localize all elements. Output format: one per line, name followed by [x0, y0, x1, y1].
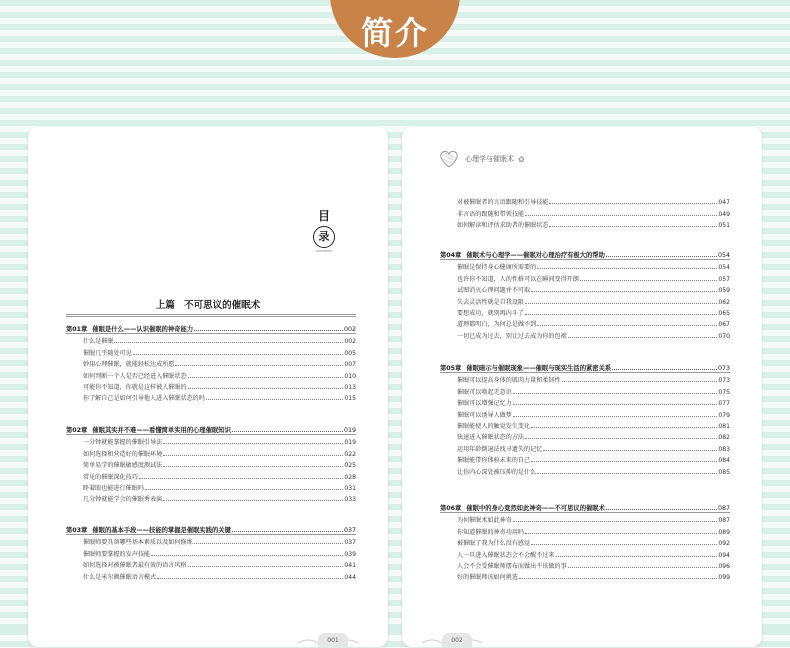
leader-dots [549, 203, 717, 204]
page-number: 002 [442, 633, 472, 647]
chapter-block [66, 423, 356, 503]
toc-entry-page: 084 [718, 457, 730, 465]
toc-entry-page: 075 [718, 388, 730, 396]
toc-entry-title: 睁着眼也能进行催眠吗 [83, 484, 144, 492]
toc-entry-title: 运用年龄倒退法找寻遗失的记忆 [457, 445, 543, 453]
leader-dots [114, 342, 343, 343]
toc-entry-page: 096 [718, 562, 730, 570]
leader-dots [537, 268, 717, 269]
toc-entry[interactable] [66, 334, 356, 345]
toc-entry[interactable] [440, 294, 730, 305]
toc-entry-title: 试图消灭心理问题并不可取 [457, 287, 531, 295]
toc-entry-page: 089 [718, 528, 730, 536]
chapter-title: 催眠其实并不难——看懂简单实用的心理催眠知识 [92, 427, 231, 434]
toc-entry-title: 快速进入催眠状态的方法 [457, 434, 525, 442]
toc-entry-page: 039 [344, 550, 356, 558]
toc-entry-page: 073 [718, 377, 730, 385]
toc-entry-title: 如何判断一个人是否已经进入催眠状态 [83, 372, 187, 380]
toc-entry-page: 019 [344, 439, 356, 447]
toc-entry[interactable] [66, 481, 356, 492]
toc-entry[interactable] [440, 396, 730, 407]
leader-dots [525, 533, 717, 534]
chapter-heading[interactable] [66, 523, 356, 534]
toc-entry-page: 081 [718, 422, 730, 430]
toc-entry-page: 033 [344, 496, 356, 504]
leader-dots [519, 578, 717, 579]
leader-dots [531, 461, 717, 462]
toc-entry-title: 一分钟就能掌握的催眠引导法 [83, 439, 163, 447]
toc-entry[interactable] [440, 453, 730, 464]
toc-entry-page: 013 [344, 383, 356, 391]
toc-entry-title: 让你内心深处被压抑的是什么 [457, 468, 537, 476]
leader-dots [157, 578, 343, 579]
toc-entry-title: 什么是催眠 [83, 338, 114, 346]
toc-entry[interactable] [66, 458, 356, 469]
toc-entry-title: 几分钟就能学会的催眠秀表演 [83, 496, 163, 504]
left-page [28, 127, 388, 647]
chapter-number: 第01章 [66, 326, 88, 333]
toc-entry[interactable] [66, 380, 356, 391]
leader-dots [556, 556, 718, 557]
toc-entry[interactable] [440, 306, 730, 317]
leader-dots [612, 369, 717, 370]
toc-entry-page: 010 [344, 372, 356, 380]
chapter-continued [440, 195, 730, 229]
chapter-page: 087 [717, 505, 730, 512]
page-number: 001 [318, 633, 348, 647]
leader-dots [543, 450, 717, 451]
toc-entry[interactable] [440, 536, 730, 547]
toc-entry-title: 催眠可以提高身体的肌肉力量和柔韧性 [457, 377, 561, 385]
toc-entry-title: 催眠师要掌握的发声技能 [83, 550, 151, 558]
toc-entry[interactable] [66, 368, 356, 379]
toc-entry[interactable] [440, 283, 730, 294]
chapter-title: 催眠是什么——认识催眠的神奇能力 [92, 326, 194, 333]
toc-entry-page: 087 [718, 517, 730, 525]
chapter-number: 第04章 [440, 252, 462, 259]
toc-entry[interactable] [66, 492, 356, 503]
chapter-block [440, 248, 730, 340]
toc-entry-page: 007 [344, 361, 356, 369]
toc-entry[interactable] [440, 547, 730, 558]
leader-dots [606, 509, 717, 510]
toc-entry-title: 人一旦进入催眠状态会不会醒不过来 [457, 551, 555, 559]
chapter-page: 002 [343, 326, 356, 333]
leader-dots [525, 215, 717, 216]
toc-entry[interactable] [66, 435, 356, 446]
toc-entry[interactable] [440, 430, 730, 441]
toc-entry-title: 什么是米尔顿催眠语言模式 [83, 573, 157, 581]
toc-entry[interactable] [66, 558, 356, 569]
toc-entry-page: 025 [344, 462, 356, 470]
toc-entry[interactable] [440, 407, 730, 418]
toc-entry[interactable] [66, 546, 356, 557]
toc-entry[interactable] [66, 391, 356, 402]
toc-entry[interactable] [440, 513, 730, 524]
toc-entry[interactable] [440, 570, 730, 581]
leader-dots [188, 566, 344, 567]
leader-dots [145, 489, 343, 490]
toc-entry[interactable] [66, 446, 356, 457]
toc-entry-title: 一切已成为过去，别让过去成为你的包袱 [457, 332, 567, 340]
chapter-heading[interactable] [440, 501, 730, 512]
toc-entry-page: 015 [344, 395, 356, 403]
toc-entry-title: 为何催眠术如此神奇 [457, 517, 512, 525]
part-label: 上篇 [155, 300, 175, 311]
toc-entry-title: 如何选择对被催眠者最有效的语言风格 [83, 562, 187, 570]
toc-entry-page: 044 [344, 573, 356, 581]
toc-entry-title: 你知道催眠的神奇功用吗 [457, 528, 525, 536]
contents-mark-char1: 目 [317, 209, 330, 223]
chapter-block [440, 361, 730, 476]
part-name: 不可思议的催眠术 [184, 300, 261, 311]
leader-dots [151, 555, 343, 556]
toc-entry-page: 059 [718, 287, 730, 295]
toc-entry-page: 079 [718, 411, 730, 419]
leader-dots [549, 226, 717, 227]
leader-dots [513, 521, 718, 522]
toc-entry[interactable] [440, 206, 730, 217]
toc-entry[interactable] [440, 195, 730, 206]
toc-entry-title: 被催眠了我为什么没有感觉 [457, 540, 531, 548]
toc-entry-page: 041 [344, 562, 356, 570]
leader-dots [194, 330, 343, 331]
toc-entry[interactable] [440, 524, 730, 535]
contents-mark [310, 207, 338, 253]
leader-dots [580, 280, 717, 281]
toc-entry[interactable] [66, 535, 356, 546]
chapter-heading[interactable] [66, 423, 356, 434]
toc-entry[interactable] [440, 328, 730, 339]
chapter-block [440, 501, 730, 581]
toc-entry-title: 如何选择和营造好的催眠环境 [83, 450, 163, 458]
leader-dots [175, 365, 343, 366]
leader-dots [163, 500, 343, 501]
toc-entry-title: 妙用心理催眠，就能轻松达成所愿 [83, 361, 175, 369]
part-title [28, 297, 388, 311]
flower-icon: ✿ [518, 154, 525, 164]
running-header [438, 149, 525, 169]
leader-dots [537, 325, 717, 326]
toc-entry-page: 099 [718, 574, 730, 582]
chapter-block [66, 523, 356, 581]
toc-entry-page: 085 [718, 468, 730, 476]
toc-entry-title: 非言语的跟随和带领技能 [457, 210, 525, 218]
toc-entry-page: 005 [344, 349, 356, 357]
title-badge-text: 简介 [360, 14, 429, 52]
toc-entry[interactable] [440, 384, 730, 395]
toc-entry-title: 催眠能带你体验未来的自己 [457, 457, 531, 465]
toc-entry-title: 可能你不知道，你就是这样被人催眠的 [83, 383, 187, 391]
toc-entry-page: 031 [344, 484, 356, 492]
toc-entry-page: 022 [344, 450, 356, 458]
chapter-title: 催眠中的身心竟然如此神奇——不可思议的催眠术 [466, 505, 605, 512]
toc-entry[interactable] [66, 345, 356, 356]
chapter-page: 037 [343, 527, 356, 534]
leader-dots [568, 567, 718, 568]
toc-entry-title: 简单易学的催眠敏感度测试法 [83, 462, 163, 470]
toc-entry-page: 028 [344, 473, 356, 481]
toc-entry[interactable] [440, 464, 730, 475]
toc-entry-title: 如何解读和评估求助者的催眠状态 [457, 222, 549, 230]
leader-dots [513, 416, 718, 417]
leader-dots [163, 443, 343, 444]
toc-entry-page: 077 [718, 400, 730, 408]
leader-dots [525, 303, 717, 304]
chapter-number: 第05章 [440, 365, 462, 372]
leader-dots [513, 404, 718, 405]
leader-dots [206, 399, 343, 400]
chapter-title: 催眠术与心理学——催眠对心理治疗有极大的帮助 [466, 252, 605, 259]
toc-entry-title: 对被催眠者的言语跟随和引导技能 [457, 199, 549, 207]
toc-entry[interactable] [440, 559, 730, 570]
toc-entry-title: 人会不会受催眠师摆布而做出不该做的事 [457, 562, 567, 570]
toc-entry-page: 092 [718, 540, 730, 548]
chapter-title: 催眠的基本手段——技能的掌握是催眠实践的关键 [92, 527, 231, 534]
toc-entry-page: 065 [718, 309, 730, 317]
toc-entry-page: 049 [718, 210, 730, 218]
chapter-block [66, 322, 356, 402]
toc-entry-title: 道理都明白，为何总是做不到 [457, 321, 537, 329]
toc-entry-page: 094 [718, 551, 730, 559]
toc-entry-title: 失去灵活性就是自我设限 [457, 298, 525, 306]
chapter-page: 073 [717, 365, 730, 372]
leader-dots [531, 291, 717, 292]
chapter-page: 054 [717, 252, 730, 259]
leader-dots [232, 531, 343, 532]
leader-dots [194, 543, 344, 544]
leader-dots [133, 354, 344, 355]
toc-entry-title: 也许你不知道，人的性格可以在瞬间变得开朗 [457, 275, 579, 283]
leader-dots [525, 438, 717, 439]
part-rule [66, 316, 356, 317]
toc-entry-title: 常见的催眠深化技巧 [83, 473, 138, 481]
right-page [402, 127, 762, 647]
toc-entry-title: 好的催眠师该如何挑选 [457, 574, 518, 582]
leader-dots [232, 431, 343, 432]
heart-icon [438, 149, 460, 169]
chapter-number: 第02章 [66, 427, 88, 434]
chapter-number: 第03章 [66, 527, 88, 534]
toc-entry-page: 051 [718, 222, 730, 230]
toc-entry[interactable] [440, 317, 730, 328]
contents-mark-latin: CONTENTS [315, 249, 333, 253]
leader-dots [163, 466, 343, 467]
chapter-heading[interactable] [440, 248, 730, 259]
leader-dots [531, 427, 717, 428]
toc-entry-title: 你了解自己是如何引导他人进入催眠状态的吗 [83, 395, 205, 403]
chapter-heading[interactable] [440, 361, 730, 372]
toc-entry[interactable] [66, 469, 356, 480]
toc-entry[interactable] [66, 357, 356, 368]
chapter-heading[interactable] [66, 322, 356, 333]
leader-dots [606, 256, 717, 257]
toc-entry-page: 057 [718, 275, 730, 283]
toc-entry-title: 催眠可以增强记忆力 [457, 400, 512, 408]
toc-entry-title: 催眠是保持身心健康所需要的 [457, 264, 537, 272]
toc-entry[interactable] [66, 569, 356, 580]
toc-entry[interactable] [440, 441, 730, 452]
chapter-page: 019 [343, 427, 356, 434]
toc-entry-title: 要想成功，就别再内斗了 [457, 309, 525, 317]
leader-dots [568, 337, 718, 338]
toc-entry[interactable] [440, 373, 730, 384]
contents-mark-char2: 录 [313, 226, 335, 248]
leader-dots [513, 393, 718, 394]
toc-entry-page: 054 [718, 264, 730, 272]
toc-entry-title: 催眠几乎随处可见 [83, 349, 132, 357]
leader-dots [531, 544, 717, 545]
toc-entry-page: 047 [718, 199, 730, 207]
toc-entry-page: 082 [718, 434, 730, 442]
toc-entry-page: 083 [718, 445, 730, 453]
leader-dots [188, 377, 344, 378]
leader-dots [188, 388, 344, 389]
running-header-text: 心理学与催眠术 [465, 155, 514, 163]
leader-dots [562, 381, 718, 382]
toc-entry-page: 037 [344, 539, 356, 547]
toc-entry[interactable] [440, 218, 730, 229]
toc-entry[interactable] [440, 271, 730, 282]
chapter-number: 第06章 [440, 505, 462, 512]
leader-dots [163, 455, 343, 456]
leader-dots [525, 314, 717, 315]
toc-entry-title: 催眠能使人的触觉发生变化 [457, 422, 531, 430]
toc-entry-title: 催眠师要具备哪些基本素质以及如何修炼 [83, 539, 193, 547]
toc-entry-title: 催眠可以诱导人做梦 [457, 411, 512, 419]
toc-entry-page: 002 [344, 338, 356, 346]
leader-dots [537, 473, 717, 474]
toc-entry-page: 070 [718, 332, 730, 340]
toc-entry-page: 067 [718, 321, 730, 329]
toc-entry-page: 062 [718, 298, 730, 306]
toc-entry[interactable] [440, 419, 730, 430]
toc-entry[interactable] [440, 260, 730, 271]
chapter-title: 催眠暗示与催眠现象——催眠与现实生活的紧密关系 [466, 365, 612, 372]
leader-dots [139, 478, 344, 479]
toc-entry-title: 催眠可以唤起无意识 [457, 388, 512, 396]
part-rule [66, 314, 356, 315]
